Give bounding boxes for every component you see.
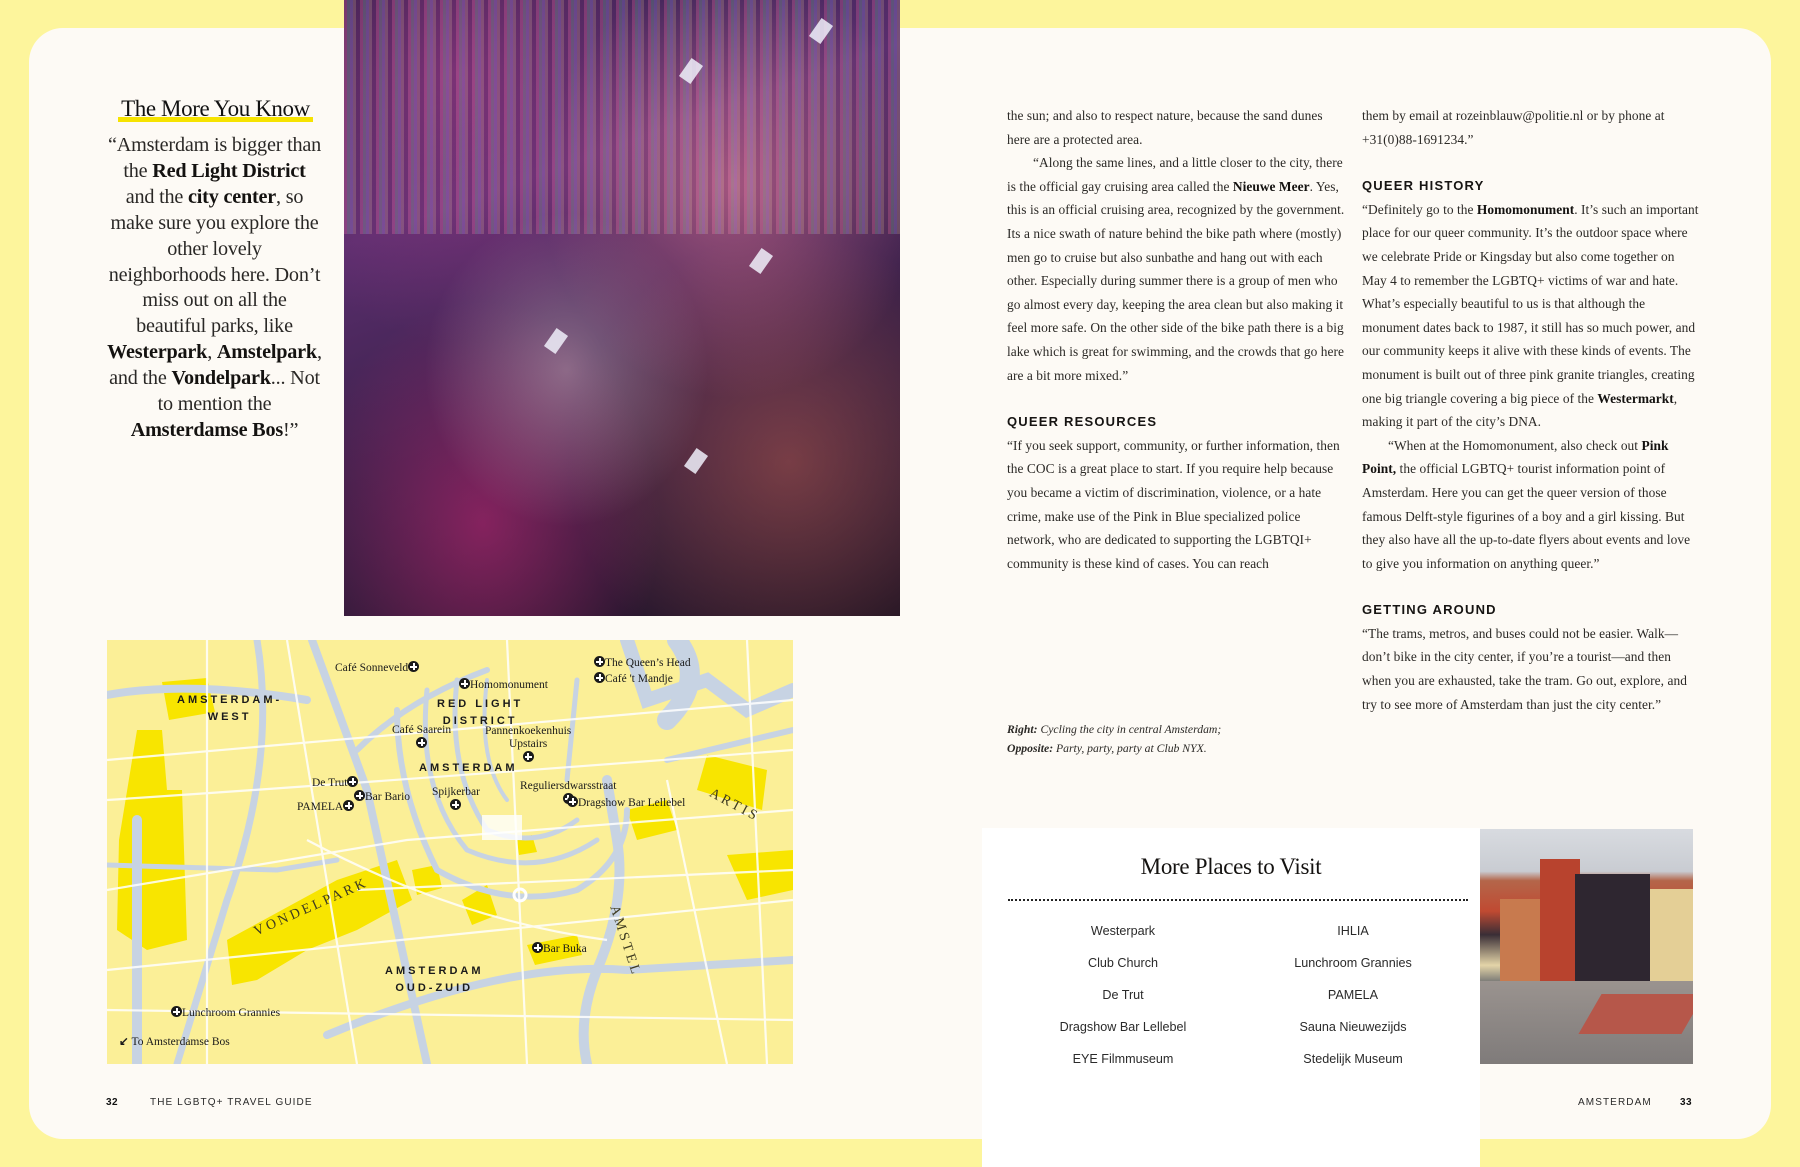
bold-homomonument: Homomonument [1476, 201, 1575, 217]
building [1500, 899, 1542, 984]
map-pin-icon [523, 751, 534, 762]
sidebar-the-more-you-know [107, 96, 322, 444]
quote-text: and the [125, 185, 189, 208]
hero-photo-club-nyx [344, 0, 900, 616]
quote-text: , [207, 341, 217, 364]
place-item: IHLIA [1337, 924, 1369, 938]
map-place-label: Bar Bario [354, 790, 410, 803]
section-heading-getting-around: GETTING AROUND [1362, 602, 1497, 618]
dotted-divider [1008, 899, 1468, 901]
quote-bold-text: Red Light District [152, 159, 306, 182]
bold-pink-point: Pink Point, [1362, 437, 1669, 477]
paragraph-getting-around: “The trams, metros, and buses could not be easier. Walk—don’t bike in the city center, if you’re a tourist—and then when you are exhausted, take the tram. Go out, explore, and try to see more of Amsterdam than just the city center.” [1362, 625, 1687, 712]
map-pin-icon [450, 799, 461, 810]
map-park-label: ARTIS [706, 785, 762, 825]
map-park-label: VONDELPARK [251, 875, 371, 940]
bold-nieuwe-meer: Nieuwe Meer [1232, 178, 1310, 194]
paragraph-contact: them by email at rozeinblauw@politie.nl or by phone at +31(0)88-1691234.” [1362, 108, 1665, 147]
running-head-right: AMSTERDAM [1578, 1097, 1652, 1108]
map-place-label: De Trut [312, 776, 358, 789]
map-place-label: PAMELA [297, 800, 354, 813]
quote-text: , and the [109, 341, 322, 390]
map-place-label: Reguliersdwarsstraat [520, 780, 616, 807]
section-heading-queer-resources: QUEER RESOURCES [1007, 414, 1158, 430]
map-park-label: AMSTEL [606, 903, 644, 979]
quote-text: , so make sure you explore the other lovely neighborhoods here. Don’t miss out on all the beautiful parks, like [108, 185, 321, 338]
quote-bold-text: Vondelpark [171, 367, 271, 390]
quote-bold-text: city center [188, 185, 277, 208]
place-item: Sauna Nieuwezijds [1299, 1019, 1407, 1034]
places-list [1008, 922, 1468, 1069]
map-pin-icon [594, 656, 605, 667]
map-pin-icon [347, 776, 358, 787]
place-item: De Trut [1102, 987, 1144, 1002]
quote-text: ... Not to mention the [157, 367, 320, 416]
building [1650, 889, 1693, 984]
map-district-label: RED LIGHT DISTRICT [437, 698, 524, 727]
section-heading-queer-history: QUEER HISTORY [1362, 178, 1485, 194]
sidebar-quote [107, 133, 322, 444]
article-column-2 [1362, 104, 1702, 716]
map-pin-icon [408, 661, 419, 672]
map-pin-icon [567, 796, 578, 807]
article-column-1 [1007, 104, 1347, 575]
place-item: EYE Filmmuseum [1072, 1051, 1174, 1066]
confetti [544, 328, 568, 354]
arrow-down-left-icon: ↙ [119, 1036, 132, 1048]
map-place-label: The Queen’s Head [594, 656, 691, 669]
page-number-left: 32 [106, 1097, 119, 1108]
place-item: Club Church [1088, 955, 1158, 970]
quote-bold-text: Westerpark [107, 341, 208, 364]
confetti [749, 248, 773, 274]
quote-bold-text: Amstelpark [216, 341, 317, 364]
page-number-right: 33 [1680, 1097, 1693, 1108]
building [1575, 874, 1650, 984]
place-item: Dragshow Bar Lellebel [1059, 1019, 1187, 1034]
map-district-label: AMSTERDAM- WEST [177, 694, 283, 723]
quote-bold-text: Amsterdamse Bos [130, 418, 283, 441]
map-place-label: Homomonument [459, 678, 548, 691]
running-head-left: THE LGBTQ+ TRAVEL GUIDE [150, 1097, 313, 1108]
sidebar-title: The More You Know [118, 96, 313, 123]
confetti [684, 448, 708, 474]
map-district-label: AMSTERDAM [419, 762, 518, 774]
paragraph-pink-point: “When at the Homomonument, also check out Pink Point, the official LGBTQ+ tourist information point of Amsterdam. Here you can get the queer version of those famous Delft-style figurines of a boy and a girl kissing. But they also have all the up-to-date flyers about events and love to give you information on anything queer.” [1362, 437, 1691, 571]
map-place-label: Café 't Mandje [594, 672, 673, 685]
paragraph-queer-resources: “If you seek support, community, or further information, then the COC is a great place to start. If you require help because you became a victim of discrimination, violence, or a hate crime, make use of the Pink in Blue specialized police network, who are dedicated to supporting the LGBTQI+ community is these kind of cases. You can reach [1007, 437, 1340, 571]
map-place-label: Dragshow Bar Lellebel [567, 796, 685, 809]
amsterdam-map [107, 640, 793, 1064]
map-place-label: ↙ To Amsterdamse Bos [119, 1036, 230, 1048]
map-place-label: Spijkerbar [432, 786, 480, 813]
street-photo-cyclists [1480, 829, 1693, 1064]
photo-caption: Right: Cycling the city in central Amsterdam; Opposite: Party, party, party at Club NYX. [1007, 723, 1222, 755]
building [1540, 859, 1580, 984]
quote-text: !” [283, 418, 299, 441]
map-pin-icon [343, 800, 354, 811]
map-place-label: Café Sonneveld [335, 661, 419, 674]
map-district-label: AMSTERDAM OUD-ZUID [385, 965, 484, 994]
place-item: Lunchroom Grannies [1294, 955, 1412, 970]
paragraph: the sun; and also to respect nature, because the sand dunes here are a protected area. [1007, 108, 1323, 147]
map-pin-icon [459, 678, 470, 689]
map-pin-icon [354, 790, 365, 801]
paragraph-homomonument: “Definitely go to the Homomonument. It’s such an important place for our queer community. It’s the outdoor space where we celebrate Pride or Kingsday but also come together on May 4 to remember the LGBTQ+ victims of war and hate. What’s especially beautiful to us is that although the monument dates back to 1987, it still has so much power, and our community keeps it alive with these kinds of events. The monument is built out of three pink granite triangles, creating one big triangle covering a big piece of the Westermarkt, making it part of the city’s DNA. [1362, 201, 1699, 430]
paragraph-nieuwe-meer: “Along the same lines, and a little closer to the city, there is the official gay cruising area called the Nieuwe Meer. Yes, this is an official cruising area, recognized by the government. Its a nice swath of nature behind the bike path where (mostly) men go to cruise but also sunbathe and hang out with each other. Especially during summer there is a group of men who go almost every day, keeping the area clean but also making it feel more safe. On the other side of the bike path there is a big lake which is great for swimming, and the crowds that go here are a bit more mixed.” [1007, 155, 1345, 383]
place-item: Westerpark [1090, 924, 1156, 938]
map-place-label: Bar Buka [532, 942, 587, 955]
place-item: Stedelijk Museum [1303, 1051, 1403, 1066]
map-place-label: Pannenkoekenhuis Upstairs [485, 725, 571, 765]
map-place-label: Lunchroom Grannies [171, 1006, 280, 1019]
map-pin-icon [171, 1006, 182, 1017]
map-pin-icon [594, 672, 605, 683]
bold-westermarkt: Westermarkt [1597, 390, 1674, 406]
map-pin-icon [416, 737, 427, 748]
map-place-label: Café Saarein [392, 724, 451, 751]
quote-text: “Amsterdam is bigger than the [107, 134, 322, 182]
more-places-box [982, 828, 1480, 1167]
map-pin-icon [532, 942, 543, 953]
more-places-title: More Places to Visit [1140, 854, 1322, 879]
place-item: PAMELA [1327, 987, 1379, 1002]
